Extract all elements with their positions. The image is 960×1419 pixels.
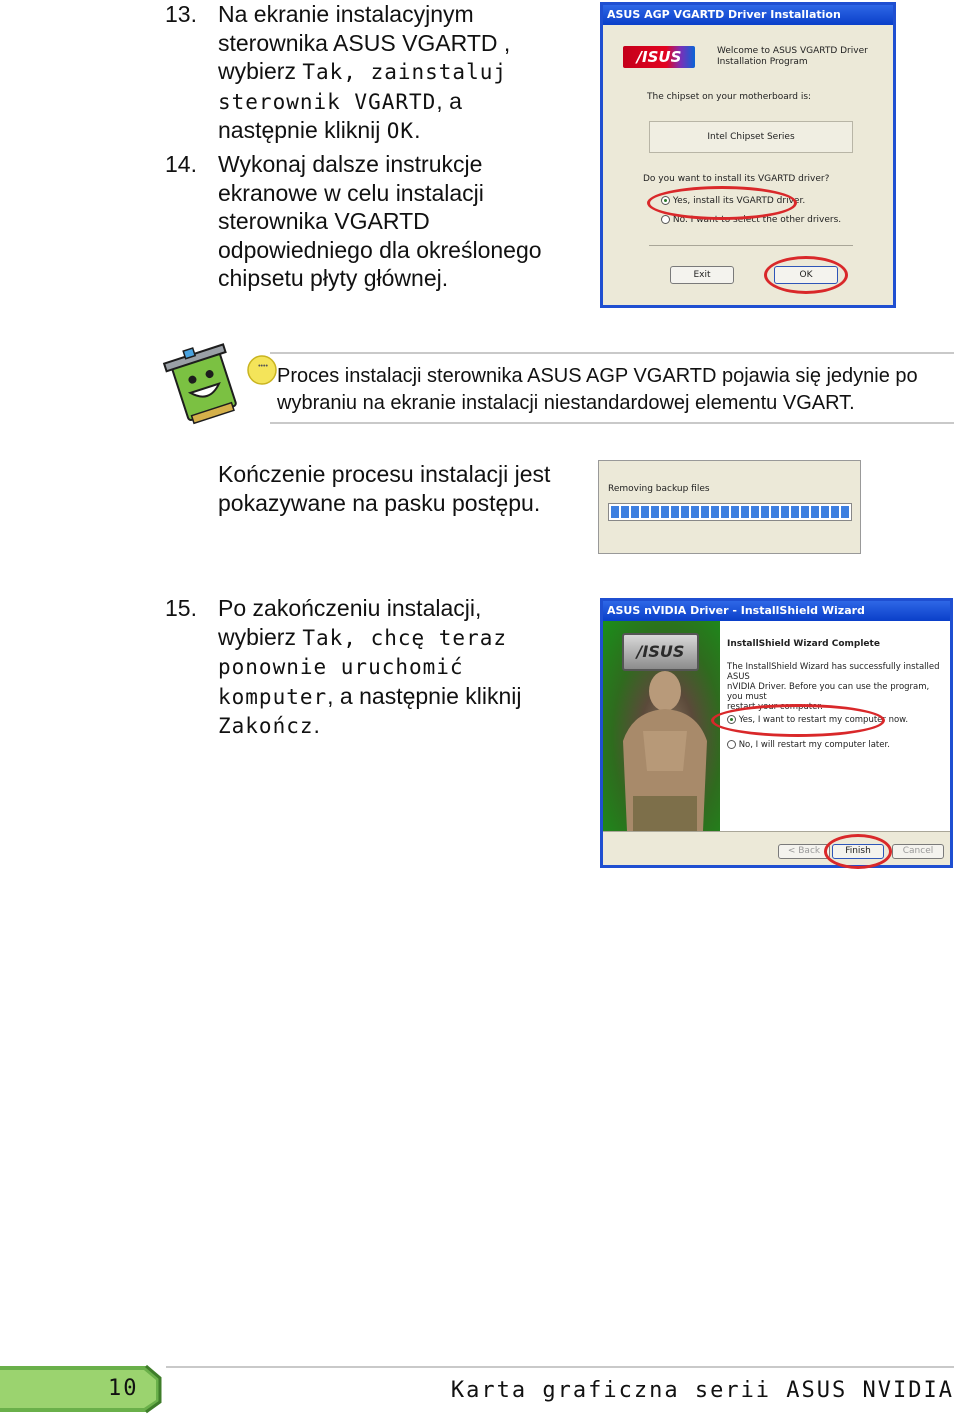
note-text bbox=[277, 363, 953, 417]
note-bottom-rule bbox=[270, 422, 954, 424]
progress-segment bbox=[721, 506, 729, 518]
option-label-yes-restart: ponownie uruchomić bbox=[218, 655, 464, 680]
wizard-body bbox=[727, 662, 947, 712]
welcome-line: Installation Program bbox=[717, 57, 808, 67]
step-13-text-part: wybierz bbox=[218, 58, 303, 85]
back-button[interactable]: < Back bbox=[778, 844, 830, 859]
welcome-line: Welcome to ASUS VGARTD Driver bbox=[717, 46, 868, 56]
step-13-line bbox=[218, 116, 598, 146]
progress-segment bbox=[761, 506, 769, 518]
progress-segment bbox=[781, 506, 789, 518]
ok-button[interactable]: OK bbox=[774, 266, 838, 284]
radio-unselected-icon[interactable] bbox=[727, 740, 736, 749]
step-14-text bbox=[218, 150, 598, 293]
mascot-card-icon bbox=[162, 338, 280, 426]
progress-segment bbox=[671, 506, 679, 518]
wizard-body-line: restart your computer. bbox=[727, 702, 823, 712]
option-label-yes-restart: Tak, chcę teraz bbox=[302, 625, 508, 650]
step-14-line: sterownika VGARTD bbox=[218, 208, 430, 235]
progress-segment bbox=[771, 506, 779, 518]
chipset-label: The chipset on your motherboard is: bbox=[647, 92, 812, 102]
step-13-text-part: , a bbox=[436, 87, 462, 114]
progress-segment bbox=[641, 506, 649, 518]
installshield-wizard-dialog bbox=[600, 598, 953, 868]
radio-unselected-icon[interactable] bbox=[661, 215, 670, 224]
progress-bar bbox=[608, 503, 852, 521]
progress-segment bbox=[751, 506, 759, 518]
step-15-text-part: wybierz bbox=[218, 623, 303, 650]
option-label-yes-restart: komputer bbox=[218, 684, 328, 709]
step-13-number: 13. bbox=[165, 1, 197, 27]
footer-tab-shape bbox=[0, 1364, 166, 1414]
note-line: Proces instalacji sterownika ASUS AGP VGARTD pojawia się jedynie po bbox=[277, 365, 918, 387]
progress-segment bbox=[731, 506, 739, 518]
finish-button[interactable]: Finish bbox=[832, 844, 884, 859]
highlight-ring-ok-button bbox=[764, 256, 848, 294]
progress-segment bbox=[701, 506, 709, 518]
asus-logo: /ISUS bbox=[636, 642, 685, 661]
step-14-line: chipsetu płyty głównej. bbox=[218, 265, 449, 292]
progress-segment bbox=[741, 506, 749, 518]
step-13-text-part: następnie kliknij bbox=[218, 117, 387, 144]
option-no-label: No. I want to select the other drivers. bbox=[672, 215, 842, 225]
exit-button[interactable]: Exit bbox=[670, 266, 734, 284]
progress-segment bbox=[711, 506, 719, 518]
chipset-value: Intel Chipset Series bbox=[707, 132, 795, 142]
separator-line bbox=[649, 245, 853, 246]
mascot-icon bbox=[162, 338, 280, 426]
progress-segment bbox=[791, 506, 799, 518]
button-label-finish: Zakończ bbox=[218, 714, 314, 739]
step-15-line bbox=[218, 711, 598, 741]
step-13-line bbox=[218, 57, 598, 87]
step-15-text-part: . bbox=[313, 712, 320, 739]
progress-segment bbox=[821, 506, 829, 518]
highlight-ring-yes-option bbox=[647, 186, 797, 220]
separator-line bbox=[603, 831, 950, 832]
dialog-title: ASUS nVIDIA Driver - InstallShield Wizard bbox=[603, 601, 950, 621]
wizard-body-line: nVIDIA Driver. Before you can use the program, you must bbox=[727, 682, 930, 702]
step-15-line bbox=[218, 652, 598, 682]
step-13-line: Na ekranie instalacyjnym bbox=[218, 1, 474, 27]
progress-segment bbox=[811, 506, 819, 518]
progress-segment bbox=[661, 506, 669, 518]
step-14-number: 14. bbox=[165, 151, 197, 177]
progress-description bbox=[218, 460, 588, 517]
progress-segment bbox=[651, 506, 659, 518]
footer-page-tab bbox=[0, 1364, 166, 1414]
step-14-line: Wykonaj dalsze instrukcje bbox=[218, 151, 483, 177]
step-15-text-part: , a następnie kliknij bbox=[327, 682, 522, 709]
step-15-text bbox=[218, 594, 598, 741]
page-number: 10 bbox=[108, 1376, 139, 1401]
option-no-restart-label: No, I will restart my computer later. bbox=[738, 740, 890, 750]
highlight-ring-restart-option bbox=[711, 704, 885, 737]
progress-segment bbox=[621, 506, 629, 518]
step-13-text bbox=[218, 0, 598, 146]
option-label-yes-install: Tak, zainstaluj bbox=[302, 60, 508, 85]
step-15-line: Po zakończeniu instalacji, bbox=[218, 595, 482, 621]
wizard-body-line: The InstallShield Wizard has successfully installed ASUS bbox=[727, 662, 940, 682]
option-no-restart-later[interactable] bbox=[727, 740, 890, 750]
step-15-line bbox=[218, 623, 598, 653]
step-13-line: sterownika ASUS VGARTD , bbox=[218, 29, 511, 56]
option-yes-label: Yes, install its VGARTD driver. bbox=[672, 196, 806, 206]
asus-logo-plate bbox=[622, 633, 699, 671]
option-label-yes-install: sterownik VGARTD bbox=[218, 89, 437, 114]
progress-segment bbox=[841, 506, 849, 518]
step-14-line: odpowiedniego dla określonego bbox=[218, 236, 542, 263]
button-label-ok: OK bbox=[386, 119, 415, 144]
chipset-box bbox=[649, 121, 853, 153]
cancel-button[interactable]: Cancel bbox=[892, 844, 944, 859]
footer-title: Karta graficzna serii ASUS NVIDIA bbox=[450, 1378, 954, 1403]
step-14-line: ekranowe w celu instalacji bbox=[218, 179, 484, 206]
progress-segment bbox=[681, 506, 689, 518]
option-yes-restart-label: Yes, I want to restart my computer now. bbox=[738, 715, 909, 725]
progress-description-line: pokazywane na pasku postępu. bbox=[218, 489, 541, 516]
progress-segment bbox=[831, 506, 839, 518]
step-15-number: 15. bbox=[165, 595, 197, 621]
highlight-ring-finish-button bbox=[824, 834, 892, 869]
asus-logo: /ISUS bbox=[623, 46, 695, 68]
progress-segment bbox=[691, 506, 699, 518]
install-question: Do you want to install its VGARTD driver? bbox=[643, 174, 830, 184]
step-13-text-part: . bbox=[414, 117, 421, 144]
speech-bubble-dots: •••• bbox=[258, 363, 268, 370]
progress-description-line: Kończenie procesu instalacji jest bbox=[218, 461, 551, 487]
vgartd-install-dialog bbox=[600, 2, 896, 308]
progress-status-label: Removing backup files bbox=[608, 484, 710, 494]
step-15-line bbox=[218, 682, 598, 712]
progress-segment bbox=[801, 506, 809, 518]
welcome-text bbox=[717, 46, 868, 68]
progress-dialog bbox=[598, 460, 861, 554]
wizard-heading: InstallShield Wizard Complete bbox=[727, 639, 880, 649]
footer-rule bbox=[166, 1366, 954, 1368]
step-13-line bbox=[218, 87, 598, 117]
progress-segment bbox=[631, 506, 639, 518]
dialog-title: ASUS AGP VGARTD Driver Installation bbox=[603, 5, 893, 25]
note-line: wybraniu na ekranie instalacji niestandardowej elementu VGART. bbox=[277, 392, 855, 414]
note-top-rule bbox=[270, 352, 954, 354]
progress-segment bbox=[611, 506, 619, 518]
